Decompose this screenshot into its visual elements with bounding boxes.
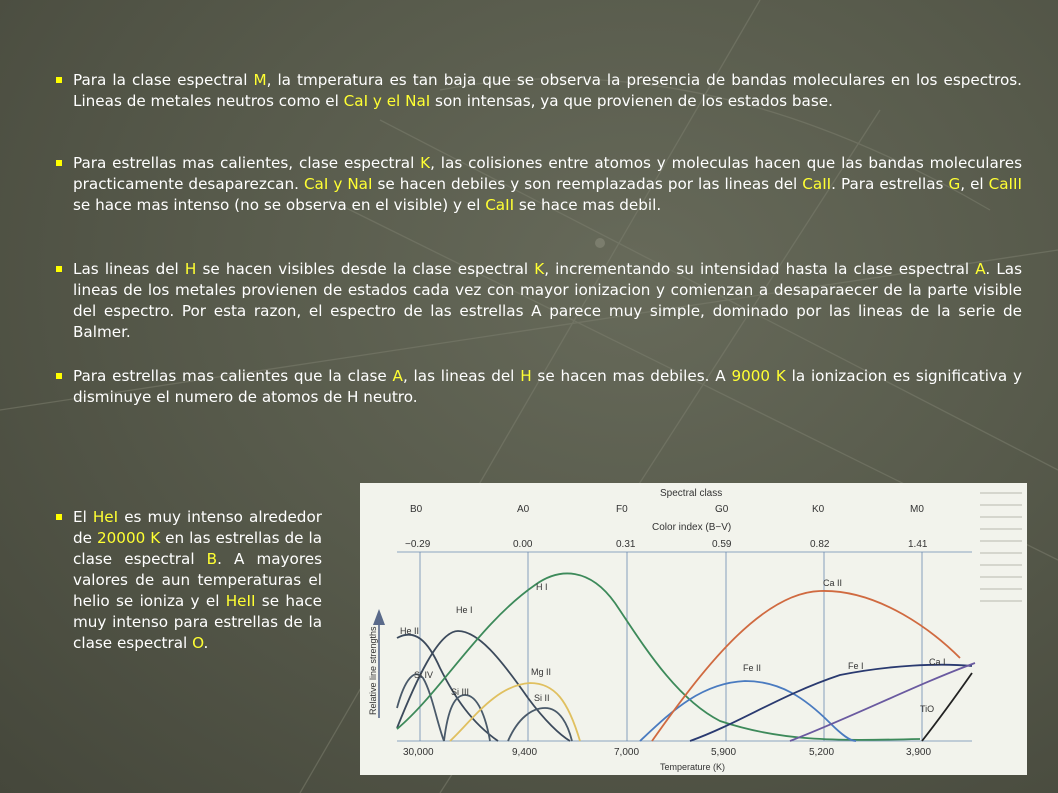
highlight-text: 20000 K [96, 529, 161, 547]
highlight-text: M [253, 71, 267, 89]
body-text: se hacen mas debiles. A [531, 367, 732, 385]
bullet-point [56, 70, 1022, 112]
x-axis-label: Temperature (K) [660, 762, 726, 772]
body-text: , la tmperatura es tan baja que se observa la presencia de bandas moleculares en los espectros. Lineas de metales neutros como el [73, 71, 1022, 110]
body-text: Para estrellas mas calientes, clase espectral [73, 154, 421, 172]
body-text: en las estrellas de la clase espectral [73, 529, 323, 568]
highlight-text: G [948, 175, 961, 193]
body-text: , las colisiones entre atomos y moleculas hacen que las bandas moleculares practicamente desaparezcan. [73, 154, 1022, 193]
bullet-point [56, 366, 1022, 408]
curve-label-si-ii: Si II [534, 693, 550, 703]
spectral-class-m0: M0 [910, 504, 924, 515]
body-text: se hace mas debil. [514, 196, 662, 214]
curve-label-ca-i: Ca I [929, 657, 946, 667]
body-text: , el [960, 175, 989, 193]
temperature-k0: 5,200 [809, 747, 835, 758]
curve-label-si-iv: Si IV [414, 670, 434, 680]
body-text: la ionizacion es significativa y disminuye el numero de atomos de H neutro. [73, 367, 1022, 406]
highlight-text: O [192, 634, 204, 652]
curve-label-mg-ii: Mg II [531, 667, 552, 677]
curve-label-he-ii: He II [400, 626, 420, 636]
highlight-text: 9000 K [731, 367, 786, 385]
color-index-a0: 0.00 [513, 539, 533, 550]
bullet-marker [56, 514, 62, 520]
spectral-class-a0: A0 [517, 504, 530, 515]
color-index-k0: 0.82 [810, 539, 830, 550]
color-index-label: Color index (B−V) [652, 522, 732, 533]
spectral-class-label: Spectral class [660, 488, 723, 499]
highlight-text: HeI [92, 508, 119, 526]
color-index-f0: 0.31 [616, 539, 636, 550]
y-axis-label: Relative line strengths [368, 626, 378, 715]
bullet-text [73, 153, 1022, 216]
highlight-text: CaII [485, 196, 515, 214]
body-text: , incrementando su intensidad hasta la clase espectral [544, 260, 976, 278]
body-text: El [73, 508, 93, 526]
color-index-g0: 0.59 [712, 539, 732, 550]
temperature-a0: 9,400 [512, 747, 538, 758]
curve-label-ca-ii: Ca II [823, 578, 843, 588]
highlight-text: CaI y NaI [303, 175, 373, 193]
line-strength-figure [360, 483, 1027, 775]
body-text: son intensas, ya que provienen de los estados base. [430, 92, 833, 110]
body-text: Para la clase espectral [73, 71, 254, 89]
temperature-b0: 30,000 [403, 747, 434, 758]
body-text: . [203, 634, 209, 652]
highlight-text: HeII [225, 592, 256, 610]
bullet-marker [56, 373, 62, 379]
temperature-g0: 5,900 [711, 747, 737, 758]
bullet-text [73, 259, 1022, 343]
curve-label-fe-ii: Fe II [743, 663, 762, 673]
spectral-class-b0: B0 [410, 504, 423, 515]
body-text: Las lineas del [73, 260, 185, 278]
curve-label-h-i: H I [536, 582, 548, 592]
bullet-marker [56, 266, 62, 272]
highlight-text: A [392, 367, 403, 385]
highlight-text: CaIII [988, 175, 1022, 193]
highlight-text: CaII [802, 175, 832, 193]
color-index-m0: 1.41 [908, 539, 928, 550]
temperature-f0: 7,000 [614, 747, 640, 758]
bullet-marker [56, 77, 62, 83]
bullet-marker [56, 160, 62, 166]
spectral-class-k0: K0 [812, 504, 825, 515]
highlight-text: A [975, 260, 986, 278]
bullet-text [73, 507, 322, 654]
curve-label-fe-i: Fe I [848, 661, 864, 671]
body-text: se hacen debiles y son reemplazadas por las lineas del [372, 175, 803, 193]
body-text: . A mayores valores de aun temperaturas el helio se ioniza y el [73, 550, 323, 610]
body-text: . Las lineas de los metales provienen de estados cada vez con mayor ionizacion y comienzan a desaparaecer de la parte visible del espectro. Por esta razon, el espectro de las estrellas A parece muy simple, dominado por las lineas de la serie de Balmer. [73, 260, 1023, 341]
highlight-text: K [420, 154, 431, 172]
highlight-text: B [206, 550, 218, 568]
spectral-class-f0: F0 [616, 504, 628, 515]
bullet-text [73, 366, 1022, 408]
curve-label-si-iii: Si III [451, 687, 470, 697]
body-text: Para estrellas mas calientes que la clase [73, 367, 393, 385]
body-text: se hace mas intenso (no se observa en el visible) y el [73, 196, 486, 214]
color-index-b0: −0.29 [405, 539, 431, 550]
bullet-point [56, 153, 1022, 216]
body-text: , las lineas del [402, 367, 521, 385]
body-text: es muy intenso alrededor de [73, 508, 322, 547]
curve-label-he-i: He I [456, 605, 473, 615]
highlight-text: CaI y el NaI [343, 92, 431, 110]
highlight-text: H [184, 260, 197, 278]
temperature-m0: 3,900 [906, 747, 932, 758]
body-text: se hacen visibles desde la clase espectral [196, 260, 535, 278]
bullet-text [73, 70, 1022, 112]
highlight-text: K [534, 260, 545, 278]
body-text: se hace muy intenso para estrellas de la clase espectral [73, 592, 322, 652]
bullet-point [56, 507, 322, 654]
bullet-point [56, 259, 1022, 343]
spectral-class-g0: G0 [715, 504, 729, 515]
curve-label-tio: TiO [920, 704, 935, 714]
highlight-text: H [520, 367, 532, 385]
body-text: . Para estrellas [831, 175, 949, 193]
